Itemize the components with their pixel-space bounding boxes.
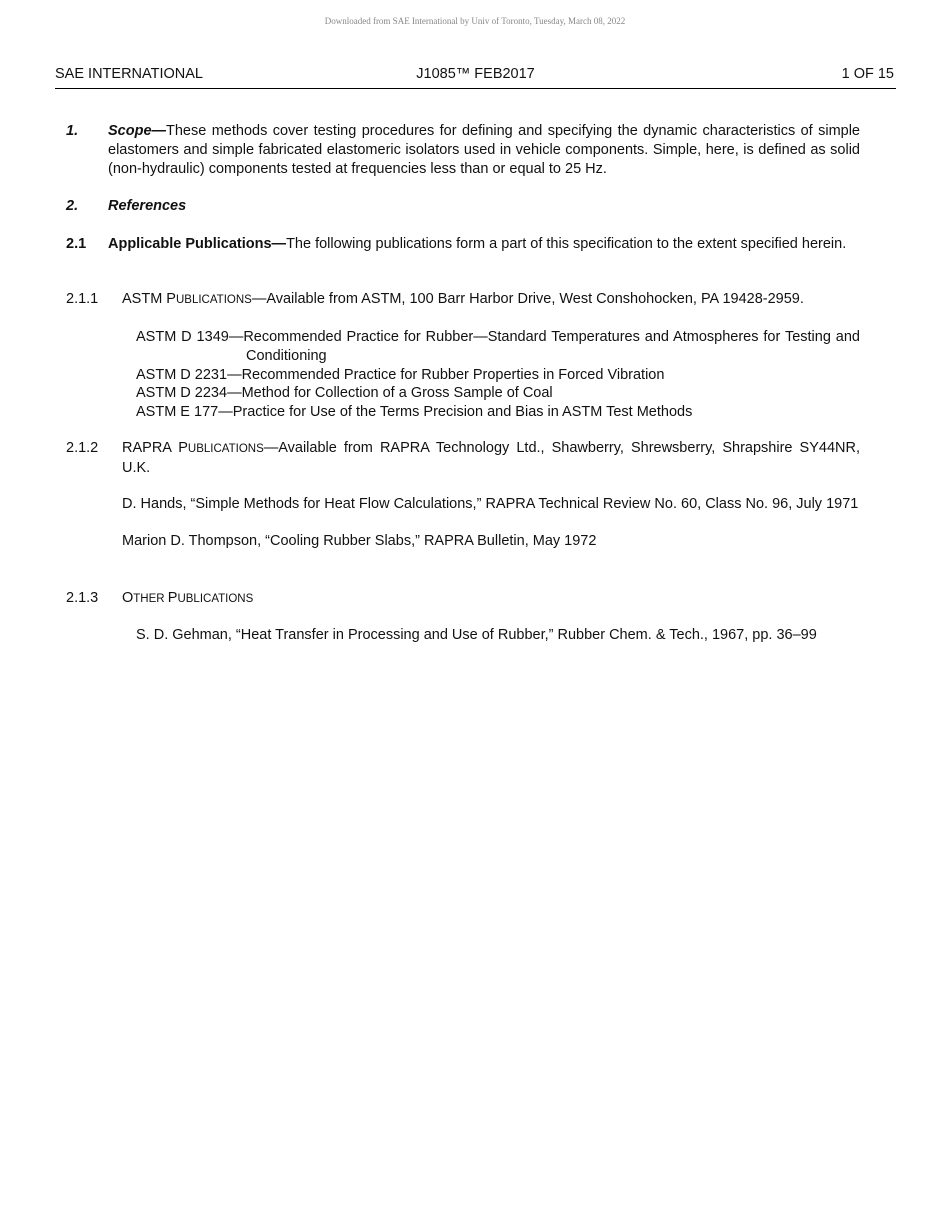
list-item: S. D. Gehman, “Heat Transfer in Processing and Use of Rubber,” Rubber Chem. & Tech., 1967, pp. 36–99 [136, 627, 817, 643]
list-item: ASTM D 2231—Recommended Practice for Rubber Properties in Forced Vibration [136, 366, 665, 383]
section-references [66, 197, 860, 216]
page-header [55, 66, 896, 89]
list-item: Marion D. Thompson, “Cooling Rubber Slabs,” RAPRA Bulletin, May 1972 [122, 532, 597, 549]
list-item: ASTM E 177—Practice for Use of the Terms Precision and Bias in ASTM Test Methods [136, 404, 693, 421]
document-number: J1085™ FEB2017 [416, 66, 535, 82]
download-watermark: Downloaded from SAE International by Univ of Toronto, Tuesday, March 08, 2022 [324, 16, 626, 26]
section-number: 1. [66, 123, 79, 139]
astm-address: —Available from ASTM, 100 Barr Harbor Drive, West Conshohocken, PA 19428-2959. [251, 291, 804, 307]
other-reference-list [66, 626, 860, 645]
publisher-name: SAE INTERNATIONAL [55, 66, 203, 82]
page-number: 1 OF 15 [841, 66, 894, 82]
astm-reference-list [66, 328, 860, 422]
section-number: 2.1.1 [66, 291, 99, 307]
section-title: Applicable Publications— [108, 236, 287, 252]
section-title: OTHER PUBLICATIONS [122, 590, 254, 606]
section-number: 2.1 [66, 236, 87, 252]
section-title: ASTM PUBLICATIONS [122, 291, 252, 307]
section-rapra-publications [66, 439, 860, 478]
section-number: 2. [66, 198, 79, 214]
section-applicable-publications [66, 235, 860, 254]
section-title: Scope— [108, 123, 167, 139]
section-title: References [108, 198, 187, 214]
list-item: D. Hands, “Simple Methods for Heat Flow Calculations,” RAPRA Technical Review No. 60, Class No. 96, July 1971 [122, 496, 859, 512]
section-number: 2.1.2 [66, 440, 99, 456]
applicable-publications-text: The following publications form a part of this specification to the extent specified herein. [286, 236, 847, 252]
section-scope [66, 122, 860, 178]
list-item: ASTM D 1349—Recommended Practice for Rubber—Standard Temperatures and Atmospheres for Testing and Conditioning [136, 329, 860, 364]
section-other-publications [66, 589, 860, 609]
rapra-heading-line [122, 439, 860, 478]
rapra-reference-list [66, 495, 860, 551]
scope-text: These methods cover testing procedures for defining and specifying the dynamic characteristics of simple elastomers and simple fabricated elastomeric isolators used in vehicle components. Simple, here, is defined as solid (non-hydraulic) components tested at frequencies less than or equal to 25 Hz. [108, 123, 860, 177]
section-number: 2.1.3 [66, 590, 99, 606]
section-title: RAPRA PUBLICATIONS [122, 440, 264, 456]
section-astm-publications [66, 290, 860, 310]
scope-paragraph [108, 122, 860, 178]
applicable-publications-paragraph [108, 235, 860, 254]
astm-heading-line [122, 290, 860, 310]
rapra-address: —Available from RAPRA Technology Ltd., Shawberry, Shrewsberry, Shrapshire SY44NR, U.K. [122, 440, 861, 476]
list-item: ASTM D 2234—Method for Collection of a Gross Sample of Coal [136, 385, 553, 402]
